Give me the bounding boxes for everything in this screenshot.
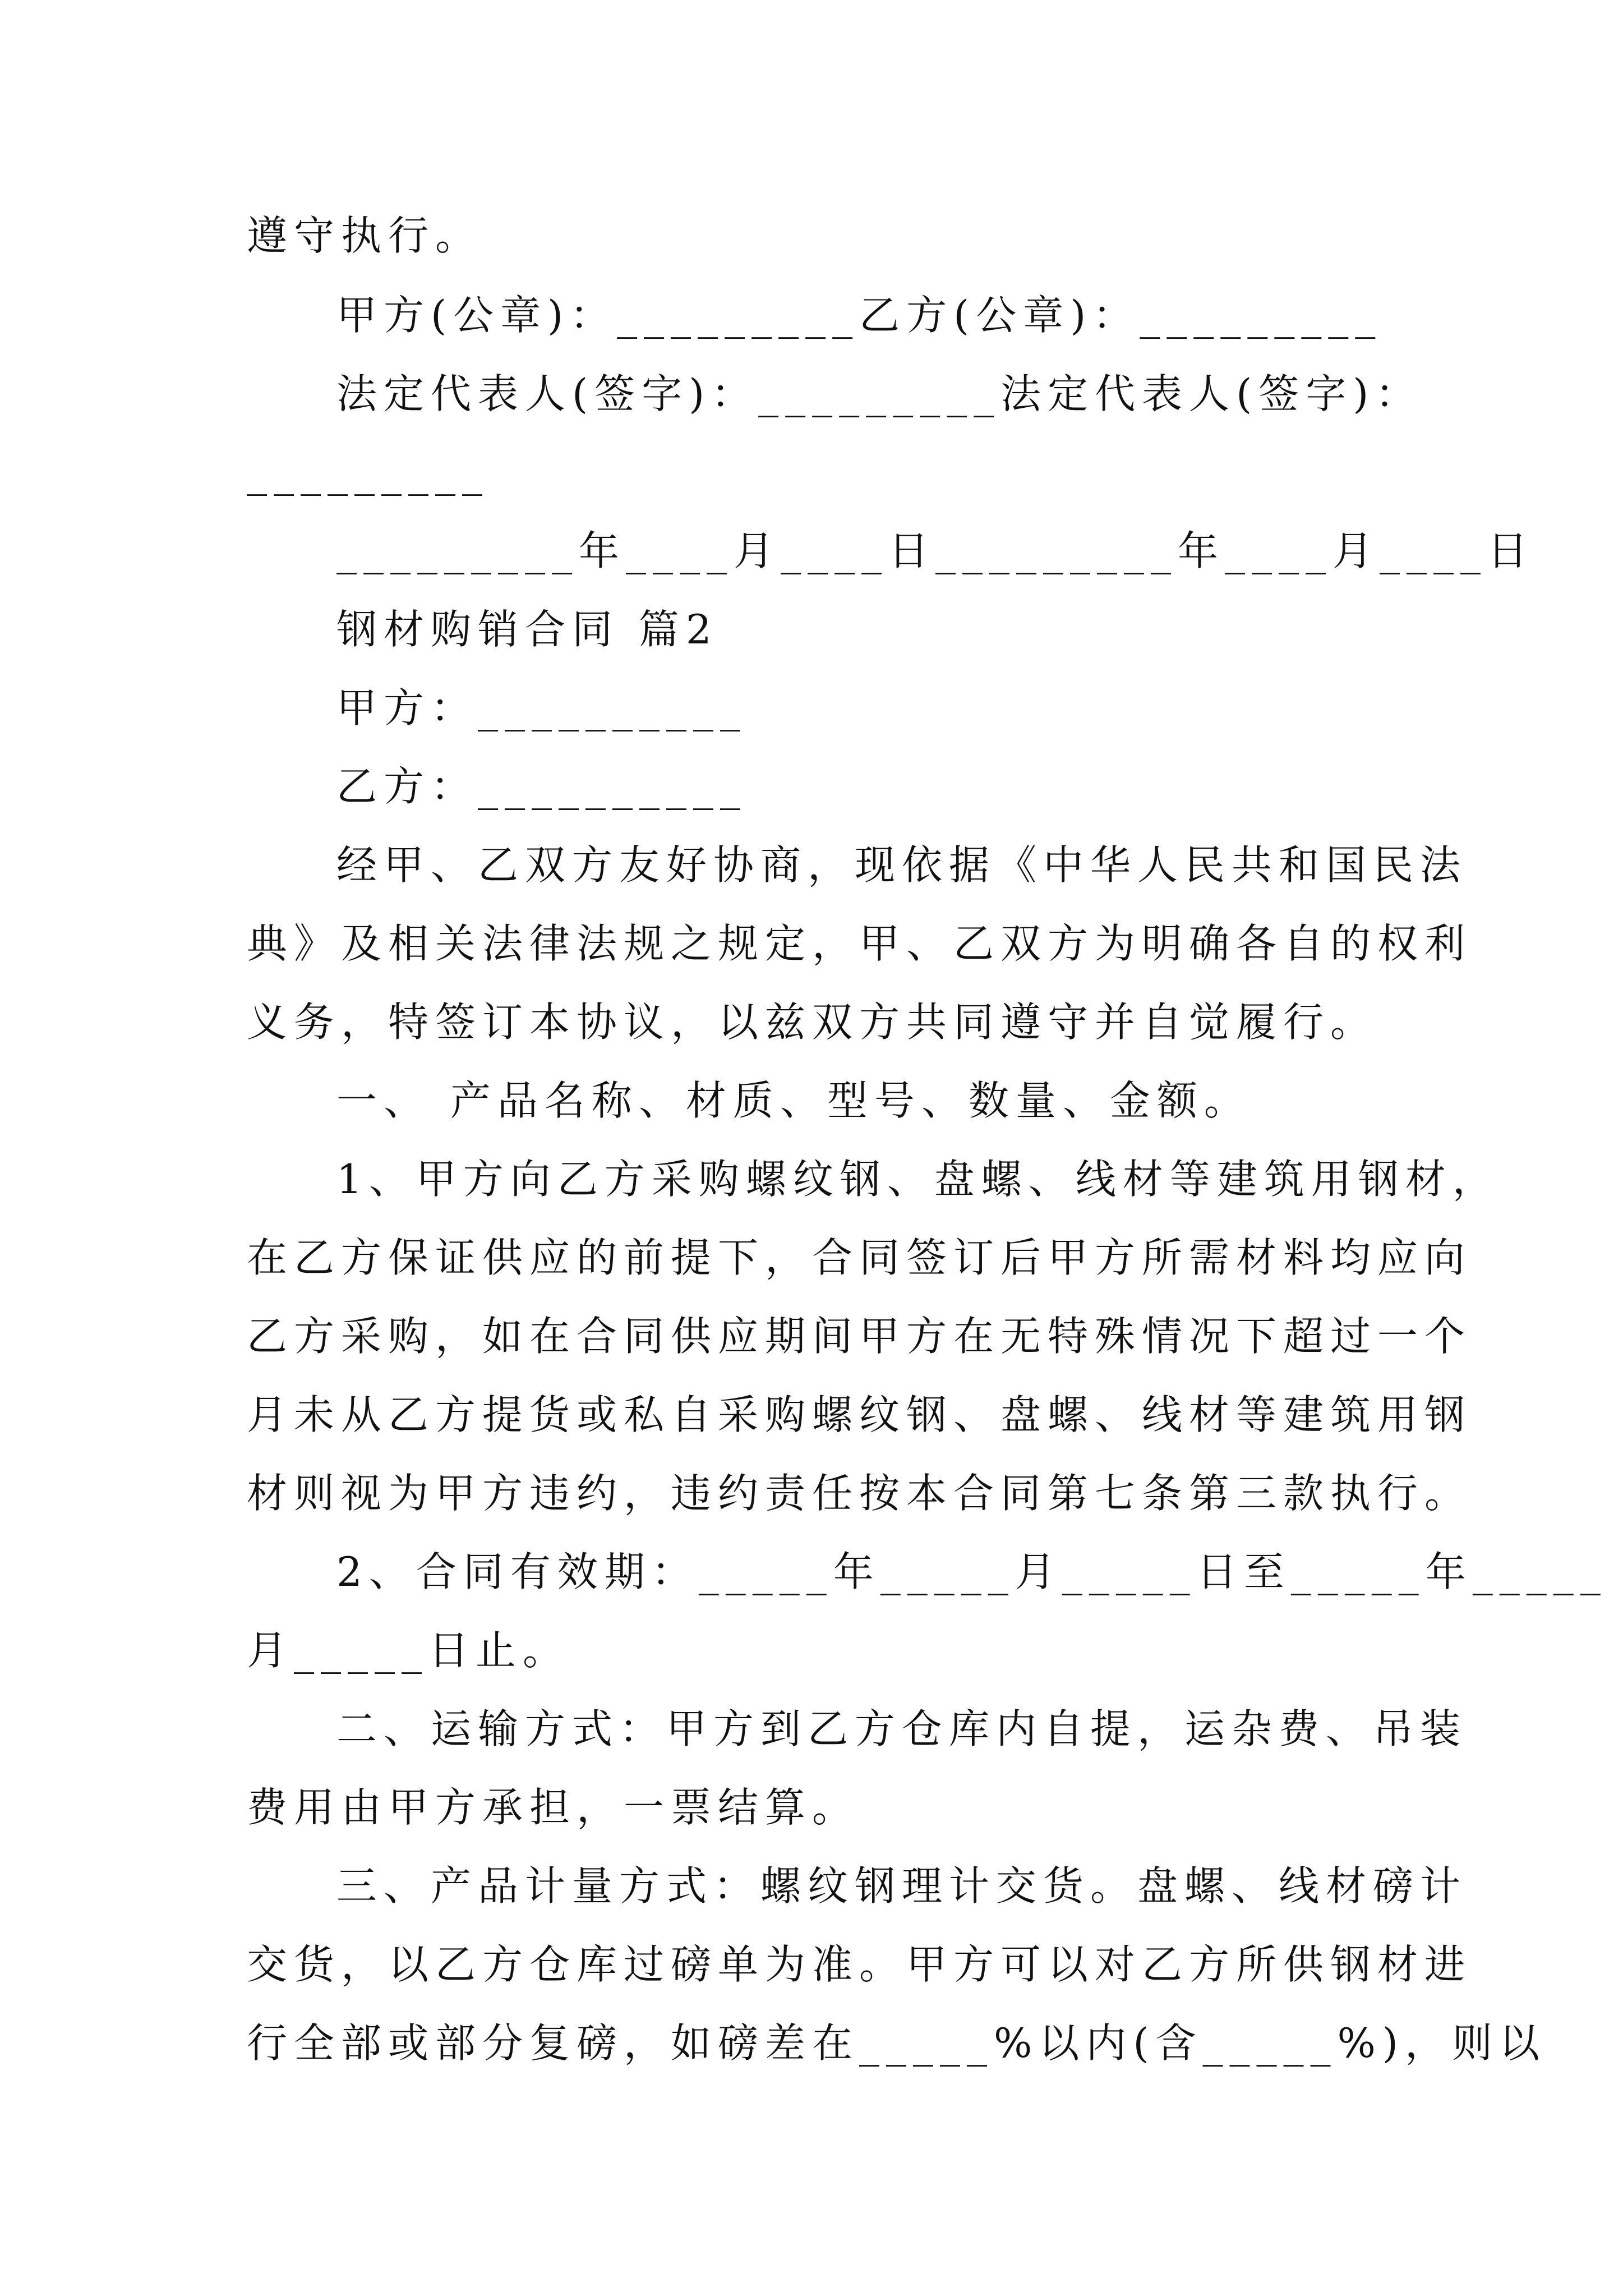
paragraph-line: 月未从乙方提货或私自采购螺纹钢、盘螺、线材等建筑用钢 [247, 1391, 1472, 1438]
paragraph-line: 典》及相关法律法规之规定，甲、乙双方为明确各自的权利 [247, 920, 1472, 967]
paragraph-line: 交货，以乙方仓库过磅单为准。甲方可以对乙方所供钢材进 [247, 1941, 1472, 1988]
paragraph-line: 经甲、乙双方友好协商，现依据《中华人民共和国民法 [336, 841, 1468, 889]
party-a-line: 甲方：__________ [336, 684, 748, 731]
paragraph-line: 义务，特签订本协议，以兹双方共同遵守并自觉履行。 [247, 999, 1378, 1046]
clause-heading: 二、运输方式：甲方到乙方仓库内自提，运杂费、吊装 [336, 1705, 1468, 1752]
text-line: 遵守执行。 [247, 212, 483, 259]
paragraph-line: 费用由甲方承担，一票结算。 [247, 1784, 860, 1831]
clause-heading: 一、 产品名称、材质、型号、数量、金额。 [336, 1077, 1251, 1124]
validity-line-end: 月_____日止。 [247, 1627, 570, 1674]
signature-line-representative: 法定代表人(签字)：_________法定代表人(签字)： [336, 370, 1423, 417]
date-line: _________年____月____日_________年____月____日 [336, 527, 1534, 574]
party-b-line: 乙方：__________ [336, 763, 748, 810]
clause-heading: 三、产品计量方式：螺纹钢理计交货。盘螺、线材磅计 [336, 1862, 1468, 1910]
section-title: 钢材购销合同 篇2 [336, 606, 718, 653]
paragraph-line: 1、甲方向乙方采购螺纹钢、盘螺、线材等建筑用钢材， [336, 1156, 1500, 1203]
paragraph-line: 乙方采购，如在合同供应期间甲方在无特殊情况下超过一个 [247, 1313, 1472, 1360]
signature-line-seal: 甲方(公章)：_________乙方(公章)：_________ [336, 292, 1382, 339]
paragraph-line: 在乙方保证供应的前提下，合同签订后甲方所需材料均应向 [247, 1234, 1472, 1281]
validity-line: 2、合同有效期：_____年_____月_____日至_____年_____ [336, 1548, 1607, 1595]
paragraph-line: 行全部或部分复磅，如磅差在_____%以内(含_____%)，则以 [247, 2019, 1547, 2067]
signature-blank: _________ [247, 449, 489, 496]
paragraph-line: 材则视为甲方违约，违约责任按本合同第七条第三款执行。 [247, 1470, 1472, 1517]
